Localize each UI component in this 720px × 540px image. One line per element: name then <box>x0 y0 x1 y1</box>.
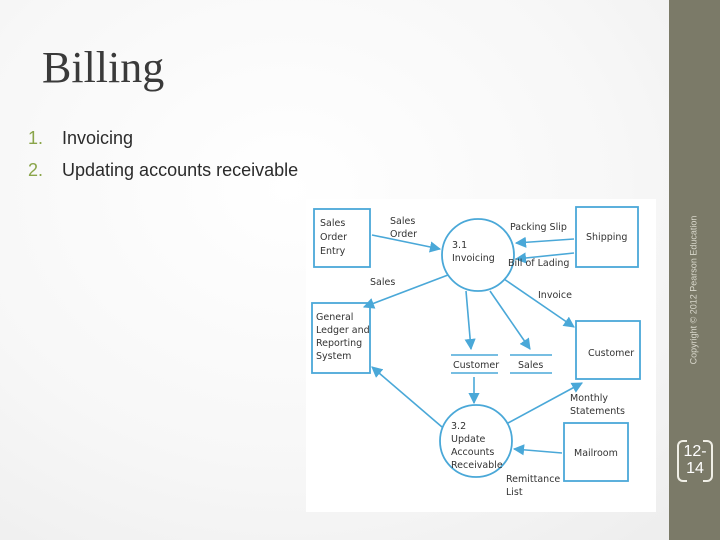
flow-sales-order-label-2: Order <box>390 229 417 240</box>
diagram-canvas <box>306 199 656 512</box>
datastore-customer-label: Customer <box>453 360 500 371</box>
bullet-number: 2. <box>28 159 44 180</box>
left-bracket-icon <box>677 440 687 482</box>
flow-monthly-statements-label-1: Monthly <box>570 393 609 404</box>
billing-data-flow-diagram <box>306 199 656 512</box>
process-update-ar-label-1: Update <box>451 434 486 445</box>
process-update-ar-label-3: Receivable <box>451 460 503 471</box>
flow-sales-order-label-1: Sales <box>390 216 416 227</box>
datastore-sales-label: Sales <box>518 360 544 371</box>
process-invoicing-label: Invoicing <box>452 253 495 264</box>
process-update-ar-label-2: Accounts <box>451 447 495 458</box>
entity-shipping-label: Shipping <box>586 232 628 243</box>
entity-sales-order-entry-label-3: Entry <box>320 246 346 257</box>
flow-remittance-list-label-1: Remittance <box>506 474 561 485</box>
page-number: 12-14 <box>683 443 707 477</box>
flow-update-to-ledger <box>372 367 442 427</box>
page-number-badge <box>670 436 720 484</box>
entity-mailroom-label: Mailroom <box>574 448 618 459</box>
entity-general-ledger-label-2: Ledger and <box>316 325 370 336</box>
flow-sales-label: Sales <box>370 277 396 288</box>
right-bracket-icon <box>703 440 713 482</box>
entity-customer-label: Customer <box>588 348 635 359</box>
flow-packing-slip-label: Packing Slip <box>510 222 567 233</box>
flow-remittance-list <box>514 449 562 453</box>
bullet-text: Invoicing <box>62 127 134 148</box>
flow-monthly-statements-label-2: Statements <box>570 406 625 417</box>
entity-sales-order-entry-label-1: Sales <box>320 218 346 229</box>
bullet-number: 1. <box>28 127 44 148</box>
bullet-item <box>28 154 298 186</box>
bullet-list <box>28 122 298 186</box>
flow-invoice <box>504 279 574 327</box>
process-invoicing-number: 3.1 <box>452 240 468 251</box>
flow-to-customer-store <box>466 291 471 349</box>
bullet-item <box>28 122 298 154</box>
copyright-notice: Copyright © 2012 Pearson Education <box>688 215 699 365</box>
flow-bill-of-lading-label: Bill of Lading <box>508 258 570 269</box>
process-update-ar-number: 3.2 <box>451 421 467 432</box>
entity-sales-order-entry-label-2: Order <box>320 232 347 243</box>
flow-remittance-list-label-2: List <box>506 487 523 498</box>
entity-general-ledger-label-1: General <box>316 312 354 323</box>
flow-invoice-label: Invoice <box>538 290 572 301</box>
flow-to-sales-store <box>490 291 530 349</box>
bullet-text: Updating accounts receivable <box>62 159 299 180</box>
flow-packing-slip <box>516 239 574 243</box>
entity-general-ledger-label-4: System <box>316 351 352 362</box>
entity-general-ledger-label-3: Reporting <box>316 338 363 349</box>
slide-title: Billing <box>42 43 165 92</box>
